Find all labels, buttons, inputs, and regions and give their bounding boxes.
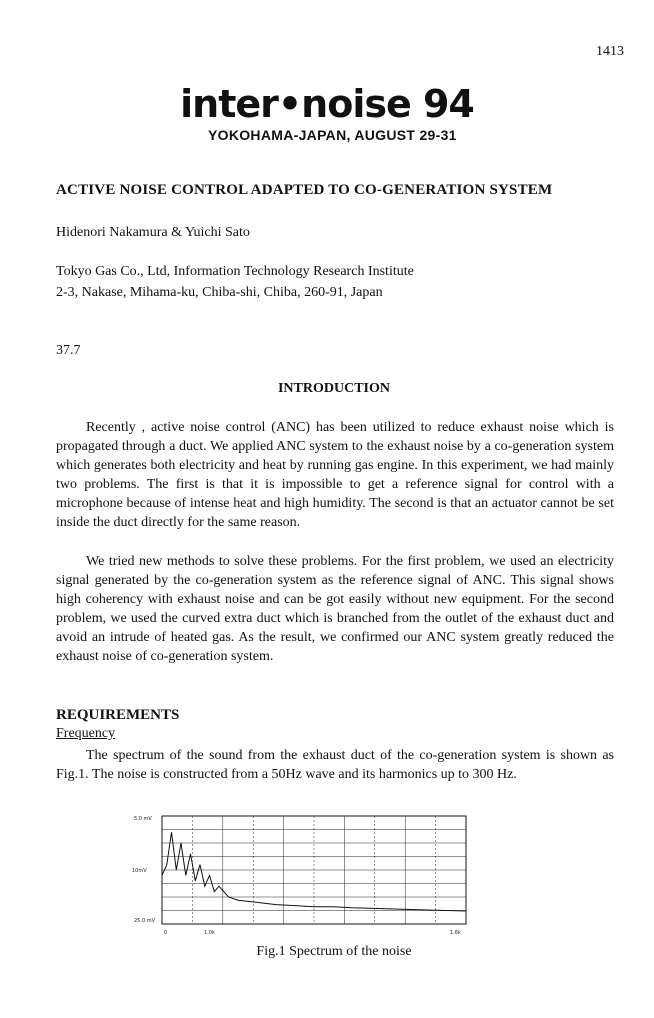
- paper-title: ACTIVE NOISE CONTROL ADAPTED TO CO-GENERATION SYSTEM: [56, 182, 553, 198]
- figure-caption: Fig.1 Spectrum of the noise: [256, 944, 412, 959]
- spectrum-figure: [130, 810, 470, 940]
- x-tick-label-mid: 1.0k: [204, 930, 215, 936]
- introduction-paragraph-1: Recently , active noise control (ANC) has been utilized to reduce exhaust noise which is propagated through a duct. We applied ANC system to the exhaust noise by a co-generation system which generates both electricity and heat by running gas engine. In this experiment, we had mainly two problems. The first is that it is impossible to get a reference signal for control with a microphone because of intense heat and high humidity. The second is that an actuator cannot be set inside the duct directly for the same reason.: [56, 420, 614, 530]
- frequency-subheading: Frequency: [56, 726, 116, 741]
- x-tick-label-end: 1.6k: [450, 930, 461, 936]
- requirements-heading: REQUIREMENTS: [56, 707, 180, 723]
- y-tick-label-bottom: 25.0 mV: [134, 918, 156, 924]
- conference-location-date: YOKOHAMA-JAPAN, AUGUST 29-31: [208, 127, 457, 143]
- y-tick-label-mid: 10mV: [132, 868, 147, 874]
- classification-code: 37.7: [56, 343, 81, 358]
- paper-authors: Hidenori Nakamura & Yuichi Sato: [56, 225, 250, 240]
- conference-logo: inter•noise 94: [180, 82, 474, 126]
- y-tick-label-top: 5.0 mV: [134, 816, 152, 822]
- introduction-heading: INTRODUCTION: [277, 381, 390, 396]
- affiliation-line-1: Tokyo Gas Co., Ltd, Information Technology Research Institute: [56, 264, 414, 279]
- affiliation-line-2: 2-3, Nakase, Mihama-ku, Chiba-shi, Chiba, 260-91, Japan: [56, 285, 383, 300]
- x-tick-label-start: 0: [164, 930, 168, 936]
- chart-grid: [162, 816, 466, 924]
- frequency-paragraph: The spectrum of the sound from the exhaust duct of the co-generation system is shown as Fig.1. The noise is constructed from a 50Hz wave and its harmonics up to 300 Hz.: [56, 748, 614, 782]
- page-number: 1413: [596, 44, 624, 59]
- introduction-paragraph-2: We tried new methods to solve these problems. For the first problem, we used an electricity signal generated by the co-generation system as the reference signal of ANC. This signal shows high coherency with exhaust noise and can be got easily without new equipment. For the second problem, we used the curved extra duct which is branched from the outlet of the exhaust duct and avoid an intrude of heated gas. As the result, we confirmed our ANC system greatly reduced the exhaust noise of co-generation system.: [56, 554, 614, 664]
